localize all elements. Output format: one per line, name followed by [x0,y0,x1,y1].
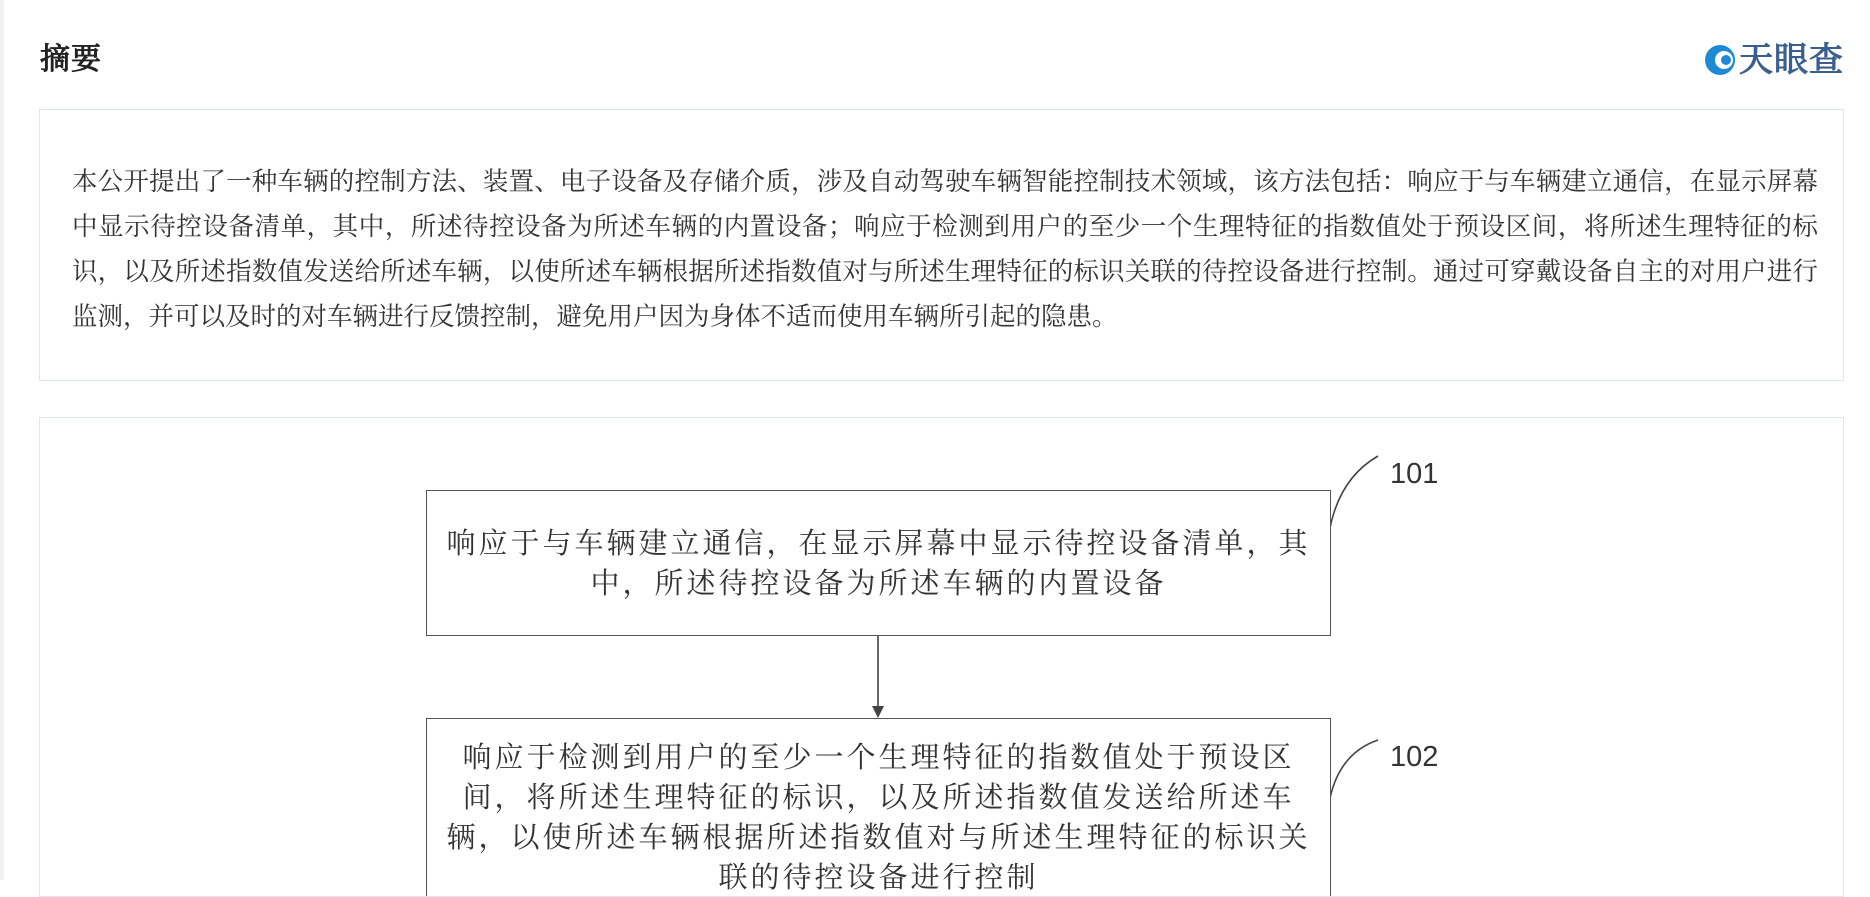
flow-arrow-head [872,706,884,718]
brand-logo[interactable] [1703,38,1844,82]
flow-step-102 [426,718,1331,897]
step-number-label: 102 [1390,741,1439,773]
figure-card [39,417,1844,897]
flow-step-101 [426,490,1331,636]
brand-name: 天眼查 [1739,40,1844,80]
leader-line-101 [1330,456,1378,528]
flow-step-text: 响应于与车辆建立通信，在显示屏幕中显示待控设备清单，其中，所述待控设备为所述车辆的内置设备 [446,526,1311,600]
left-edge-rule [0,0,4,880]
abstract-header [40,38,1844,88]
abstract-text: 本公开提出了一种车辆的控制方法、装置、电子设备及存储介质，涉及自动驾驶车辆智能控制技术领域，该方法包括：响应于与车辆建立通信，在显示屏幕中显示待控设备清单，其中，所述待控设备为所述车辆的内置设备；响应于检测到用户的至少一个生理特征的指数值处于预设区间，将所述生理特征的标识，以及所述指数值发送给所述车辆，以使所述车辆根据所述指数值对与所述生理特征的标识关联的待控设备进行控制。通过可穿戴设备自主的对用户进行监测，并可以及时的对车辆进行反馈控制，避免用户因为身体不适而使用车辆所引起的隐患。 [72,167,1818,332]
abstract-card [39,109,1844,381]
leader-line-102 [1330,740,1378,798]
step-number-label: 101 [1390,458,1439,490]
flow-step-text: 响应于检测到用户的至少一个生理特征的指数值处于预设区间，将所述生理特征的标识，以及所述指数值发送给所述车辆，以使所述车辆根据所述指数值对与所述生理特征的标识关联的待控设备进行控制 [446,740,1311,894]
tianyancha-logo-icon [1703,43,1737,77]
section-title: 摘要 [40,42,102,77]
